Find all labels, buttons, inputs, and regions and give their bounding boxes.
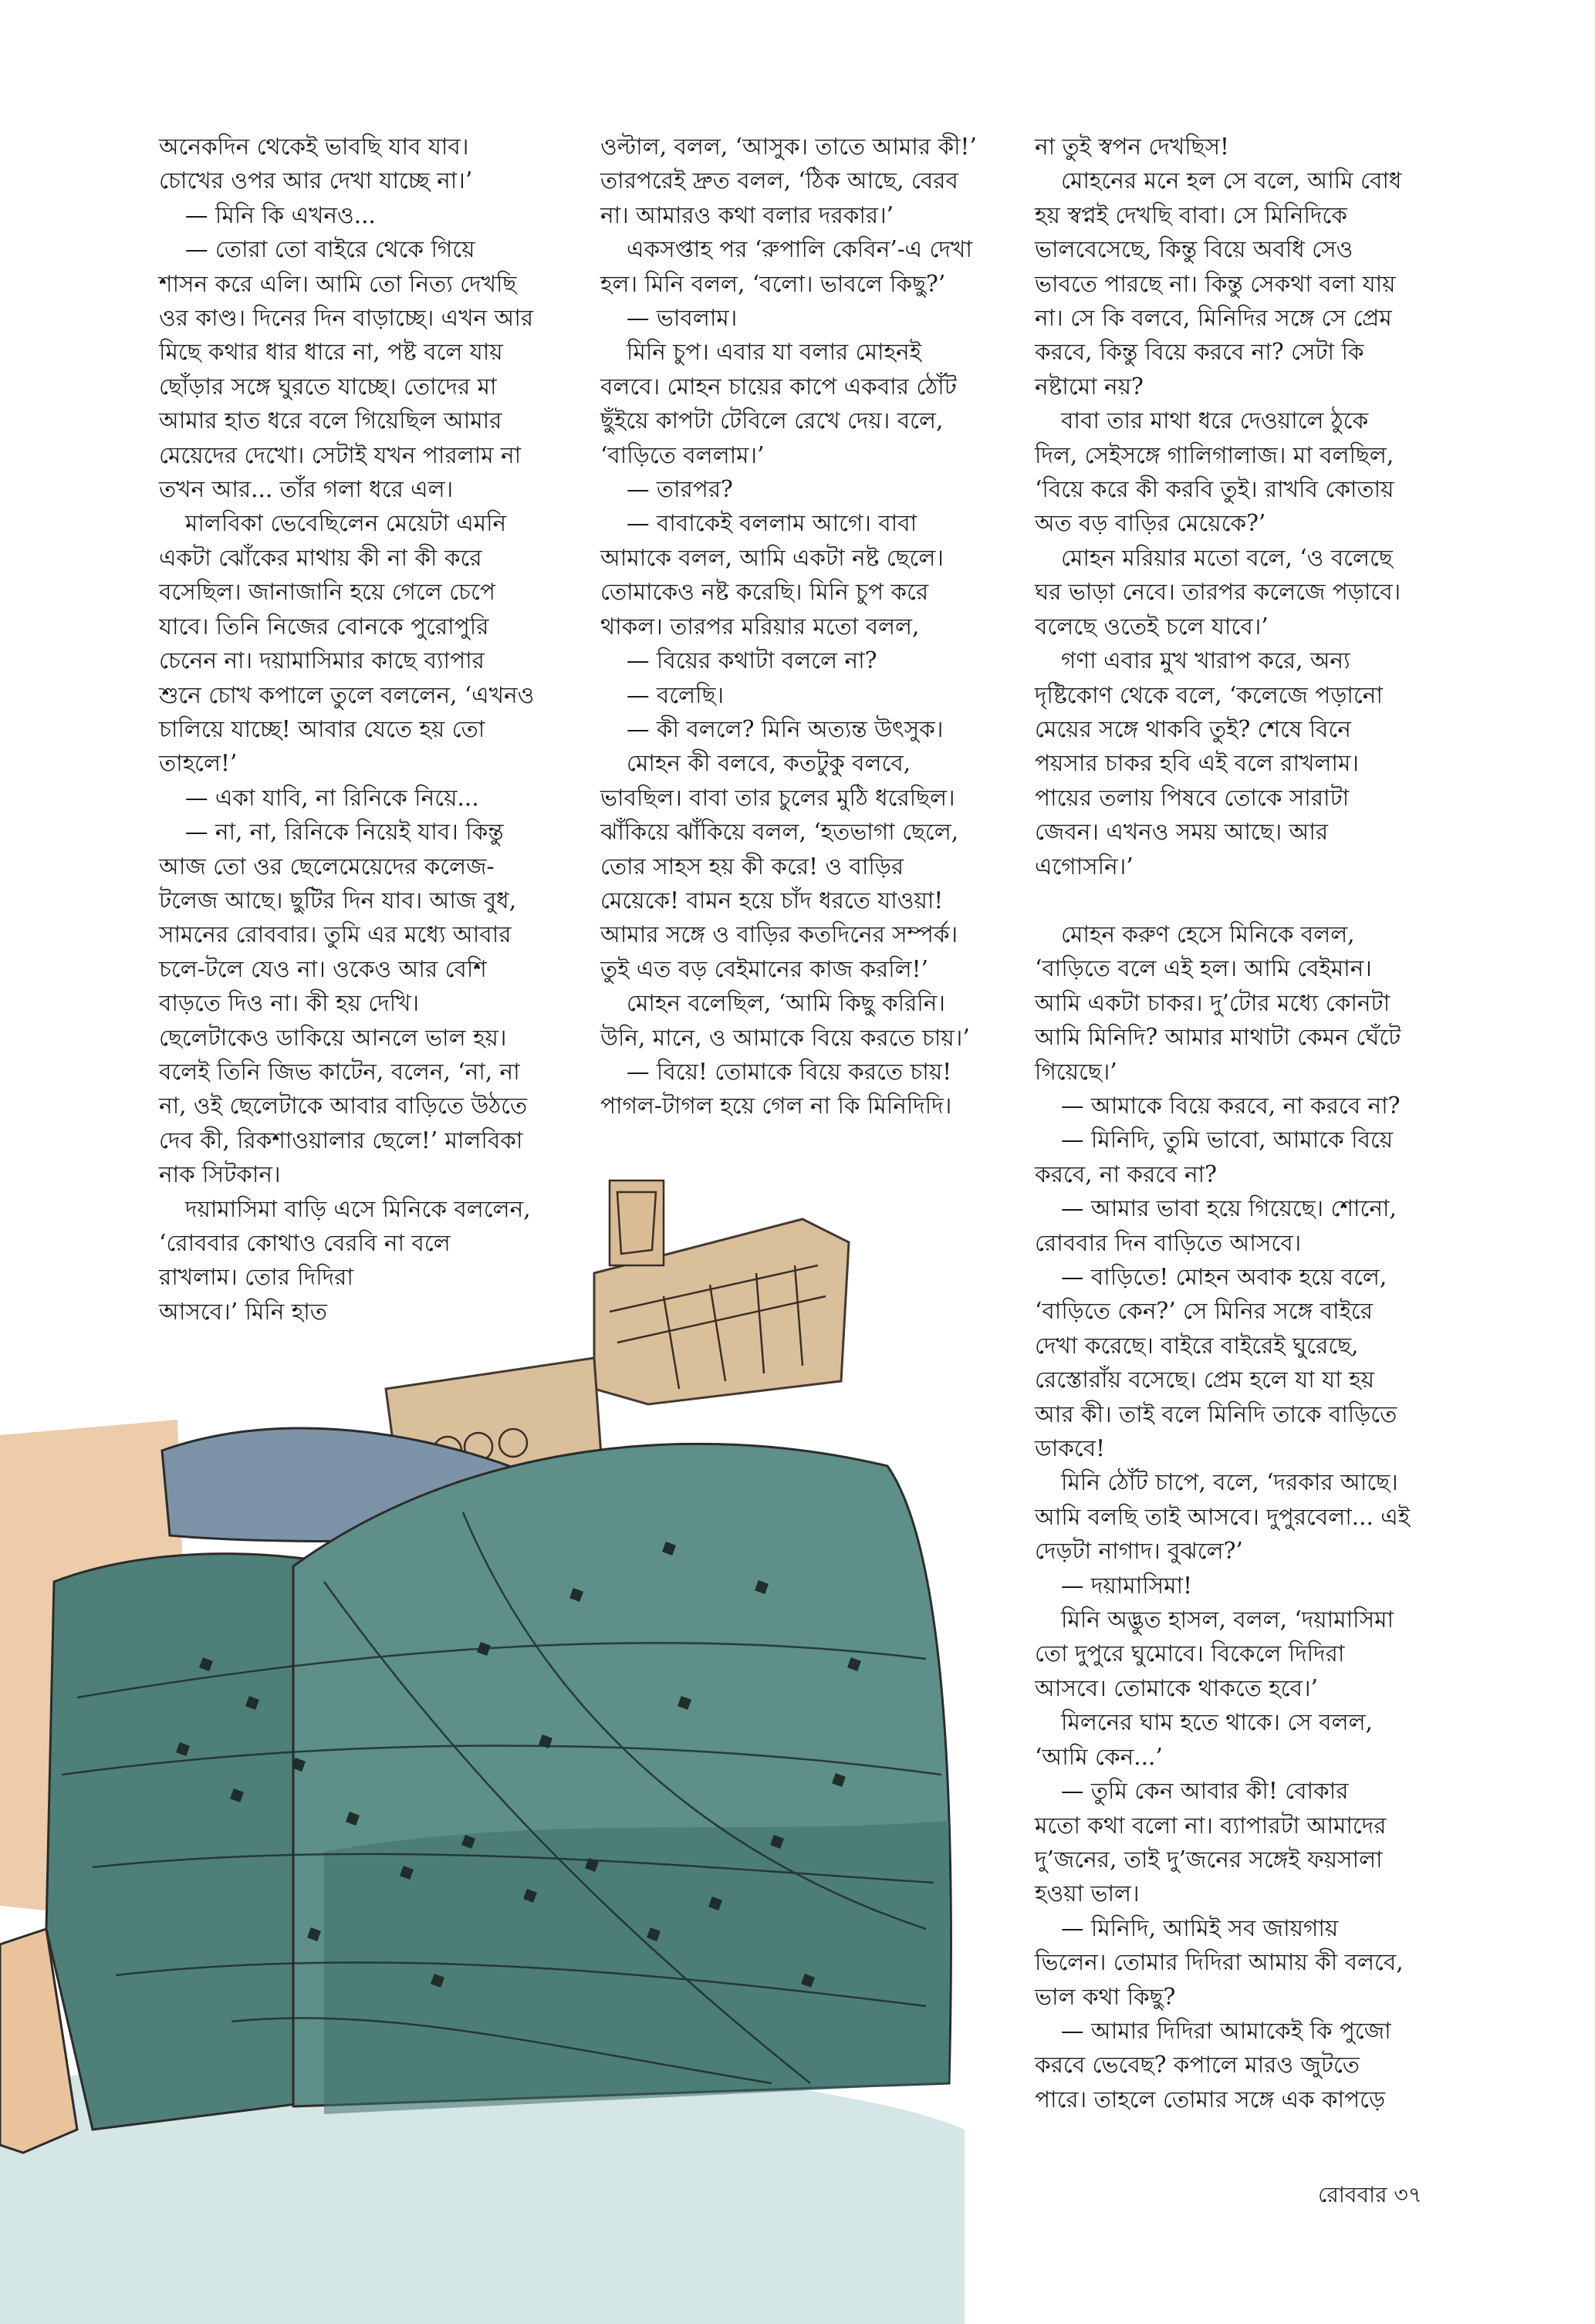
- text-line: — তুমি কেন আবার কী! বোকার: [1061, 1778, 1349, 1805]
- text-line: আসবে। তোমাকে থাকতে হবে।’: [1035, 1674, 1318, 1701]
- text-line: — বাড়িতে! মোহন অবাক হয়ে বলে,: [1061, 1264, 1387, 1290]
- text-line: চালিয়ে যাচ্ছে! আবার যেতে হয় তো: [159, 715, 485, 742]
- text-line: মেয়ের সঙ্গে থাকবি তুই? শেষে বিনে: [1035, 715, 1351, 742]
- text-line: [1035, 883, 1467, 917]
- text-line: মোহন বলেছিল, ‘আমি কিছু করিনি।: [627, 990, 945, 1017]
- text-line: করবে, না করবে না?: [1035, 1160, 1217, 1187]
- text-line: দেখা করেছে। বাইরে বাইরেই ঘুরেছে,: [1035, 1332, 1359, 1359]
- text-line: দেব কী, রিকশাওয়ালার ছেলে!’ মালবিকা: [159, 1127, 523, 1154]
- text-line: তারপরেই দ্রুত বলল, ‘ঠিক আছে, বেরব: [600, 167, 958, 194]
- text-line: ভিলেন। তোমার দিদিরা আমায় কী বলবে,: [1035, 1949, 1404, 1976]
- text-line: ভাবতে পারছে না। কিন্তু সেকথা বলা যায়: [1035, 270, 1396, 297]
- text-line: নষ্টামো নয়?: [1035, 373, 1144, 400]
- text-line: না। আমারও কথা বলার দরকার।’: [600, 201, 894, 228]
- text-line: দু’জনের, তাই দু’জনের সঙ্গেই ফয়সালা: [1035, 1846, 1383, 1873]
- text-line: মোহন কী বলবে, কতটুকু বলবে,: [627, 750, 911, 777]
- bed-quilt-sketch-icon: [0, 1134, 972, 2324]
- text-line: টলেজ আছে। ছুটির দিন যাব। আজ বুধ,: [159, 887, 517, 914]
- text-line: — তোরা তো বাইরে থেকে গিয়ে: [185, 236, 475, 263]
- text-line: আমি মিনিদি? আমার মাথাটা কেমন ঘেঁটে: [1035, 1024, 1401, 1051]
- text-line: ভাবছিল। বাবা তার চুলের মুঠি ধরেছিল।: [600, 784, 955, 811]
- text-line: দয়ামাসিমা বাড়ি এসে মিনিকে বললেন,: [185, 1195, 531, 1222]
- text-line: — বলেছি।: [627, 681, 724, 708]
- text-line: — আমার দিদিরা আমাকেই কি পুজো: [1061, 2017, 1391, 2044]
- text-line: গিয়েছে।’: [1035, 1058, 1117, 1085]
- text-line: পারে। তাহলে তোমার সঙ্গে এক কাপড়ে: [1035, 2086, 1386, 2113]
- text-line: — মিনিদি, আমিই সব জায়গায়: [1061, 1914, 1339, 1941]
- text-line: যাবে। তিনি নিজের বোনকে পুরোপুরি: [159, 613, 489, 640]
- text-line: ‘রোববার কোথাও বেরবি না বলে: [159, 1230, 451, 1256]
- text-line: চোখের ওপর আর দেখা যাচ্ছে না।’: [159, 167, 473, 194]
- text-line: ‘বাড়িতে কেন?’ সে মিনির সঙ্গে বাইরে: [1035, 1298, 1373, 1325]
- page-footer: [1318, 2178, 1422, 2214]
- text-line: বলেই তিনি জিভ কাটেন, বলেন, ‘না, না: [159, 1058, 520, 1085]
- text-line: রাখলাম। তোর দিদিরা: [159, 1264, 353, 1291]
- magazine-name: রোববার: [1318, 2182, 1387, 2207]
- text-line: রেস্তোরাঁয় বসেছে। প্রেম হলে যা যা হয়: [1035, 1366, 1374, 1393]
- text-line: শাসন করে এলি। আমি তো নিত্য দেখছি: [159, 270, 517, 297]
- text-line: ছোঁড়ার সঙ্গে ঘুরতে যাচ্ছে। তোদের মা: [159, 373, 497, 400]
- text-line: — বাবাকেই বললাম আগে। বাবা: [627, 510, 917, 537]
- text-line: ভালবেসেছে, কিন্তু বিয়ে অবধি সেও: [1035, 236, 1353, 263]
- text-line: না তুই স্বপন দেখছিস!: [1035, 133, 1229, 160]
- text-line: অনেকদিন থেকেই ভাবছি যাব যাব।: [159, 133, 469, 160]
- text-line: জেবন। এখনও সময় আছে। আর: [1035, 819, 1329, 846]
- text-line: থাকল। তারপর মরিয়ার মতো বলল,: [600, 613, 920, 640]
- text-line: — আমাকে বিয়ে করবে, না করবে না?: [1061, 1092, 1401, 1119]
- text-line: — ভাবলাম।: [627, 305, 738, 332]
- text-line: আমি একটা চাকর। দু’টোর মধ্যে কোনটা: [1035, 989, 1391, 1016]
- text-line: সামনের রোববার। তুমি এর মধ্যে আবার: [159, 921, 512, 948]
- text-line: — না, না, রিনিকে নিয়েই যাব। কিন্তু: [185, 819, 504, 846]
- text-line: মেয়েদের দেখো। সেটাই যখন পারলাম না: [159, 441, 522, 468]
- text-line: ওর কাণ্ড। দিনের দিন বাড়াচ্ছে। এখন আর: [159, 305, 534, 332]
- text-line: হল। মিনি বলল, ‘বলো। ভাবলে কিছু?’: [600, 270, 946, 297]
- text-line: — বিয়ের কথাটা বললে না?: [627, 647, 877, 674]
- text-line: মিছে কথার ধার ধারে না, পষ্ট বলে যায়: [159, 339, 503, 366]
- text-line: — কী বললে? মিনি অত্যন্ত উৎসুক।: [627, 715, 944, 742]
- text-line: তোমাকেও নষ্ট করেছি। মিনি চুপ করে: [600, 579, 929, 606]
- text-line: বলবে। মোহন চায়ের কাপে একবার ঠোঁট: [600, 373, 957, 400]
- text-line: মোহন মরিয়ার মতো বলে, ‘ও বলেছে: [1061, 544, 1393, 571]
- text-line: ভাল কথা কিছু?: [1035, 1983, 1176, 2010]
- text-line: মিনি ঠোঁট চাপে, বলে, ‘দরকার আছে।: [1061, 1469, 1398, 1496]
- text-line: একসপ্তাহ পর ‘রুপালি কেবিন’-এ দেখা: [627, 236, 972, 263]
- text-line: তুই এত বড় বেইমানের কাজ করলি!’: [600, 955, 928, 982]
- text-line: আর কী। তাই বলে মিনিদি তাকে বাড়িতে: [1035, 1400, 1397, 1427]
- text-line: চলে-টলে যেও না। ওকেও আর বেশি: [159, 955, 487, 982]
- text-line: ওল্টাল, বলল, ‘আসুক। তাতে আমার কী!’: [600, 133, 977, 160]
- page-number: ৩৭: [1394, 2182, 1422, 2207]
- text-line: — একা যাবি, না রিনিকে নিয়ে...: [185, 784, 479, 811]
- text-line: তাহলে!’: [159, 750, 238, 777]
- text-line: মেয়েকে! বামন হয়ে চাঁদ ধরতে যাওয়া!: [600, 887, 944, 914]
- text-line: আমাকে বলল, আমি একটা নষ্ট ছেলে।: [600, 544, 944, 571]
- text-line: দেড়টা নাগাদ। বুঝলে?’: [1035, 1538, 1243, 1565]
- text-line: রোববার দিন বাড়িতে আসবে।: [1035, 1229, 1302, 1256]
- text-line: নাক সিটকান।: [159, 1161, 281, 1188]
- text-line: ‘বাড়িতে বলে এই হল। আমি বেইমান।: [1035, 955, 1372, 982]
- text-line: — মিনি কি এখনও...: [185, 201, 376, 228]
- text-line: আমার সঙ্গে ও বাড়ির কতদিনের সম্পর্ক।: [600, 921, 958, 948]
- text-column-2: [600, 130, 1017, 1123]
- text-line: আজ তো ওর ছেলেমেয়েদের কলেজ-: [159, 853, 495, 880]
- text-line: চেনেন না। দয়ামাসিমার কাছে ব্যাপার: [159, 647, 485, 674]
- text-line: — আমার ভাবা হয়ে গিয়েছে। শোনো,: [1061, 1195, 1397, 1222]
- text-line: — মিনিদি, তুমি ভাবো, আমাকে বিয়ে: [1061, 1127, 1394, 1154]
- text-line: উনি, মানে, ও আমাকে বিয়ে করতে চায়।’: [600, 1024, 970, 1051]
- text-line: একটা ঝোঁকের মাথায় কী না কী করে: [159, 544, 482, 571]
- text-line: মিনি অদ্ভুত হাসল, বলল, ‘দয়ামাসিমা: [1061, 1606, 1394, 1633]
- text-line: শুনে চোখ কপালে তুলে বললেন, ‘এখনও: [159, 681, 535, 708]
- text-line: মোহনের মনে হল সে বলে, আমি বোধ: [1061, 167, 1402, 194]
- text-line: বলেছে ওতেই চলে যাবে।’: [1035, 613, 1269, 640]
- text-line: দৃষ্টিকোণ থেকে বলে, ‘কলেজে পড়ানো: [1035, 681, 1383, 708]
- text-line: তোর সাহস হয় কী করে! ও বাড়ির: [600, 853, 904, 880]
- text-line: মিনি চুপ। এবার যা বলার মোহনই: [627, 339, 921, 366]
- quilt-shadow: [324, 1821, 949, 2114]
- text-line: অত বড় বাড়ির মেয়েকে?’: [1035, 510, 1266, 537]
- text-line: হয় স্বপ্নই দেখছি বাবা। সে মিনিদিকে: [1035, 201, 1347, 228]
- text-line: ‘বিয়ে করে কী করবি তুই। রাখবি কোতায়: [1035, 476, 1394, 503]
- text-line: বাবা তার মাথা ধরে দেওয়ালে ঠুকে: [1061, 407, 1369, 434]
- text-line: পায়ের তলায় পিষবে তোকে সারাটা: [1035, 784, 1350, 811]
- text-line: আসবে।’ মিনি হাত: [159, 1298, 327, 1325]
- text-line: ছুঁইয়ে কাপটা টেবিলে রেখে দেয়। বলে,: [600, 407, 944, 434]
- text-line: পয়সার চাকর হবি এই বলে রাখলাম।: [1035, 750, 1359, 777]
- text-column-3: [1035, 130, 1467, 2116]
- text-line: — তারপর?: [627, 476, 733, 503]
- text-line: ‘আমি কেন...’: [1035, 1743, 1163, 1770]
- text-line: ‘বাড়িতে বললাম।’: [600, 441, 765, 468]
- text-line: মতো কথা বলো না। ব্যাপারটা আমাদের: [1035, 1812, 1387, 1839]
- text-line: হওয়া ভাল।: [1035, 1880, 1140, 1907]
- text-line: তো দুপুরে ঘুমোবে। বিকেলে দিদিরা: [1035, 1640, 1345, 1667]
- text-line: ঘর ভাড়া নেবে। তারপর কলেজে পড়াবে।: [1035, 579, 1401, 606]
- text-line: ডাকবে!: [1035, 1435, 1106, 1462]
- text-line: আমি বলছি তাই আসবে। দুপুরবেলা... এই: [1035, 1503, 1411, 1530]
- text-line: — বিয়ে! তোমাকে বিয়ে করতে চায়!: [627, 1058, 952, 1085]
- text-line: বাড়তে দিও না। কী হয় দেখি।: [159, 990, 420, 1017]
- text-line: এগোসনি।’: [1035, 853, 1134, 880]
- text-line: পাগল-টাগল হয়ে গেল না কি মিনিদিদি।: [600, 1093, 952, 1120]
- text-line: গণা এবার মুখ খারাপ করে, অন্য: [1061, 647, 1350, 674]
- text-line: না, ওই ছেলেটাকে আবার বাড়িতে উঠতে: [159, 1093, 528, 1120]
- text-line: — দয়ামাসিমা!: [1061, 1572, 1192, 1599]
- text-line: দিল, সেইসঙ্গে গালিগালাজ। মা বলছিল,: [1035, 441, 1394, 468]
- text-line: না। সে কি বলবে, মিনিদির সঙ্গে সে প্রেম: [1035, 305, 1392, 332]
- text-line: তখন আর... তাঁর গলা ধরে এল।: [159, 476, 454, 503]
- text-line: করবে, কিন্তু বিয়ে করবে না? সেটা কি: [1035, 339, 1364, 366]
- text-line: করবে ভেবেছ? কপালে মারও জুটতে: [1035, 2052, 1360, 2079]
- text-line: বসেছিল। জানাজানি হয়ে গেলে চেপে: [159, 579, 495, 606]
- text-line: আমার হাত ধরে বলে গিয়েছিল আমার: [159, 407, 502, 434]
- text-line: ঝাঁকিয়ে ঝাঁকিয়ে বলল, ‘হতভাগা ছেলে,: [600, 819, 959, 846]
- text-line: ছেলেটাকেও ডাকিয়ে আনলে ভাল হয়।: [159, 1024, 507, 1051]
- text-line: মোহন করুণ হেসে মিনিকে বলল,: [1061, 920, 1355, 948]
- text-line: মিলনের ঘাম হতে থাকে। সে বলল,: [1061, 1709, 1373, 1736]
- text-line: মালবিকা ভেবেছিলেন মেয়েটা এমনি: [185, 510, 507, 537]
